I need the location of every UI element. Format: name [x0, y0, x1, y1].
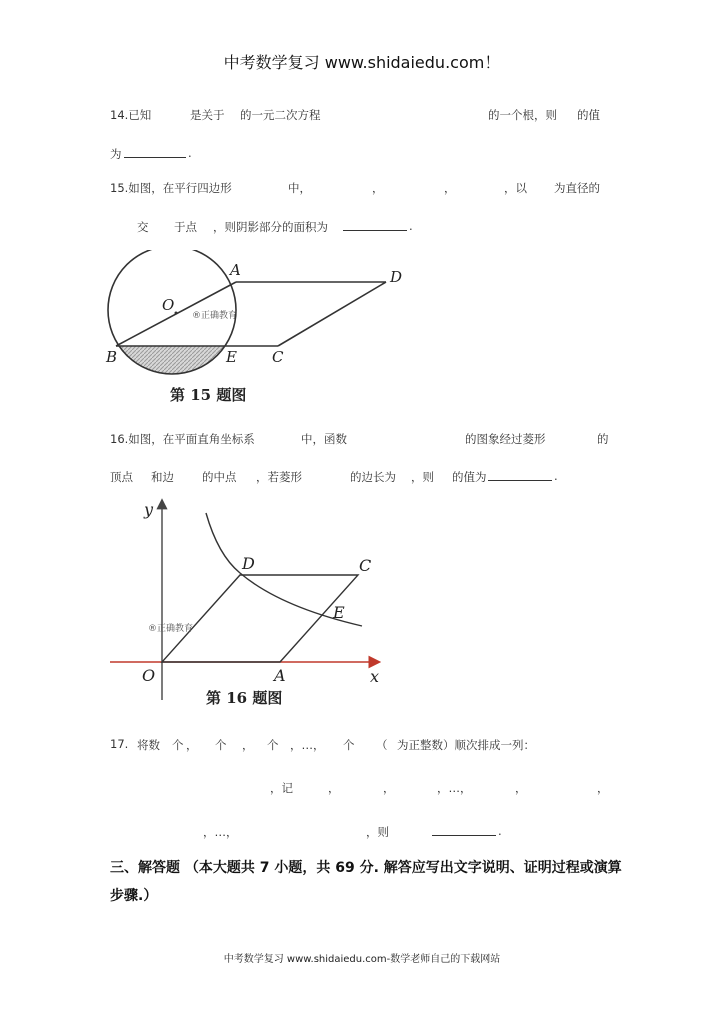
- q15-text: 15.如图，在平行四边形: [110, 181, 232, 195]
- q17-text: ，…，: [437, 781, 472, 795]
- q16-text: 的中点: [202, 470, 237, 484]
- q16-text: 顶点: [110, 470, 133, 484]
- q15-text: 交: [137, 220, 149, 234]
- answer-blank: [432, 823, 496, 836]
- q17-text: 为正整数）顺次排成一列：: [397, 738, 535, 752]
- q17-text: 17.: [110, 737, 129, 751]
- q17-text: ，: [597, 781, 609, 795]
- q15-text: .: [409, 219, 413, 233]
- q17-text: 个: [172, 738, 184, 752]
- q16-text: 和边: [151, 470, 174, 484]
- q15-text: 中，: [288, 181, 311, 195]
- label-o: O: [142, 666, 156, 685]
- q15-text: ，以: [504, 181, 527, 195]
- label-a: A: [230, 261, 241, 279]
- q17-text: ，…，: [290, 738, 325, 752]
- section-title: 步骤.）: [110, 888, 158, 904]
- figure-16: [110, 495, 400, 715]
- q17-text: （: [376, 738, 388, 752]
- q17-text: ，则: [366, 825, 389, 839]
- center-point: [175, 312, 178, 315]
- q16-text: .: [554, 469, 558, 483]
- q16-text: 中，函数: [301, 432, 347, 446]
- q14-text: .: [188, 146, 192, 160]
- q15-text: 为直径的: [554, 181, 600, 195]
- q17-text: ，: [242, 738, 254, 752]
- figure-15: [100, 250, 420, 410]
- watermark: ®正确教育: [192, 311, 238, 321]
- watermark: ®正确教育: [148, 624, 194, 634]
- label-d: D: [390, 268, 403, 286]
- q14-text: 的一元二次方程: [240, 108, 321, 122]
- q14-text: 是关于: [190, 108, 225, 122]
- section-title: 三、解答题 （本大题共 7 小题，共 69 分. 解答应写出文字说明、证明过程或演算: [110, 860, 622, 876]
- label-d: D: [242, 554, 255, 573]
- q17-text: ，: [515, 781, 527, 795]
- q17-text: ，…，: [203, 825, 238, 839]
- label-c: C: [272, 348, 284, 366]
- answer-blank: [124, 145, 186, 158]
- q17-text: 个: [343, 738, 355, 752]
- q17-text: 将数: [137, 738, 160, 752]
- q17-text: ，记: [270, 781, 293, 795]
- figure-caption: 第 16 题图: [206, 689, 283, 707]
- figure-caption: 第 15 题图: [170, 386, 247, 404]
- q15-text: ，: [444, 181, 456, 195]
- q17-text: ，: [383, 781, 395, 795]
- q16-text: 的: [597, 432, 609, 446]
- answer-blank: [488, 468, 552, 481]
- label-e: E: [226, 348, 237, 366]
- q17-text: .: [498, 824, 502, 838]
- q16-text: 的值为: [452, 470, 487, 484]
- q16-text: ，则: [411, 470, 434, 484]
- q16-text: ，若菱形: [256, 470, 302, 484]
- q17-text: ，: [186, 738, 198, 752]
- q14-text: 14.已知: [110, 108, 152, 122]
- q17-text: 个: [267, 738, 279, 752]
- label-a: A: [274, 666, 286, 685]
- q16-text: 16.如图，在平面直角坐标系: [110, 432, 255, 446]
- label-e: E: [333, 603, 345, 622]
- q14-text: 的值: [577, 108, 600, 122]
- q17-text: ，: [328, 781, 340, 795]
- answer-blank: [343, 218, 407, 231]
- page-header: 中考数学复习 www.shidaiedu.com！: [223, 53, 501, 72]
- q17-text: 个: [215, 738, 227, 752]
- segment-dc: [278, 282, 386, 346]
- shaded-region: [108, 346, 238, 376]
- q16-text: 的图象经过菱形: [465, 432, 546, 446]
- q16-text: 的边长为: [350, 470, 396, 484]
- label-x: x: [370, 667, 380, 686]
- q15-text: ，则阴影部分的面积为: [213, 220, 328, 234]
- q14-text: 为: [110, 147, 122, 161]
- q14-text: 的一个根，则: [488, 108, 557, 122]
- label-b: B: [106, 348, 118, 366]
- q15-text: ，: [372, 181, 384, 195]
- q15-text: 于点: [174, 220, 197, 234]
- label-c: C: [359, 556, 372, 575]
- label-y: y: [144, 500, 154, 519]
- label-o: O: [162, 296, 175, 314]
- page-footer: 中考数学复习 www.shidaiedu.com-数学老师自己的下载网站: [223, 954, 501, 965]
